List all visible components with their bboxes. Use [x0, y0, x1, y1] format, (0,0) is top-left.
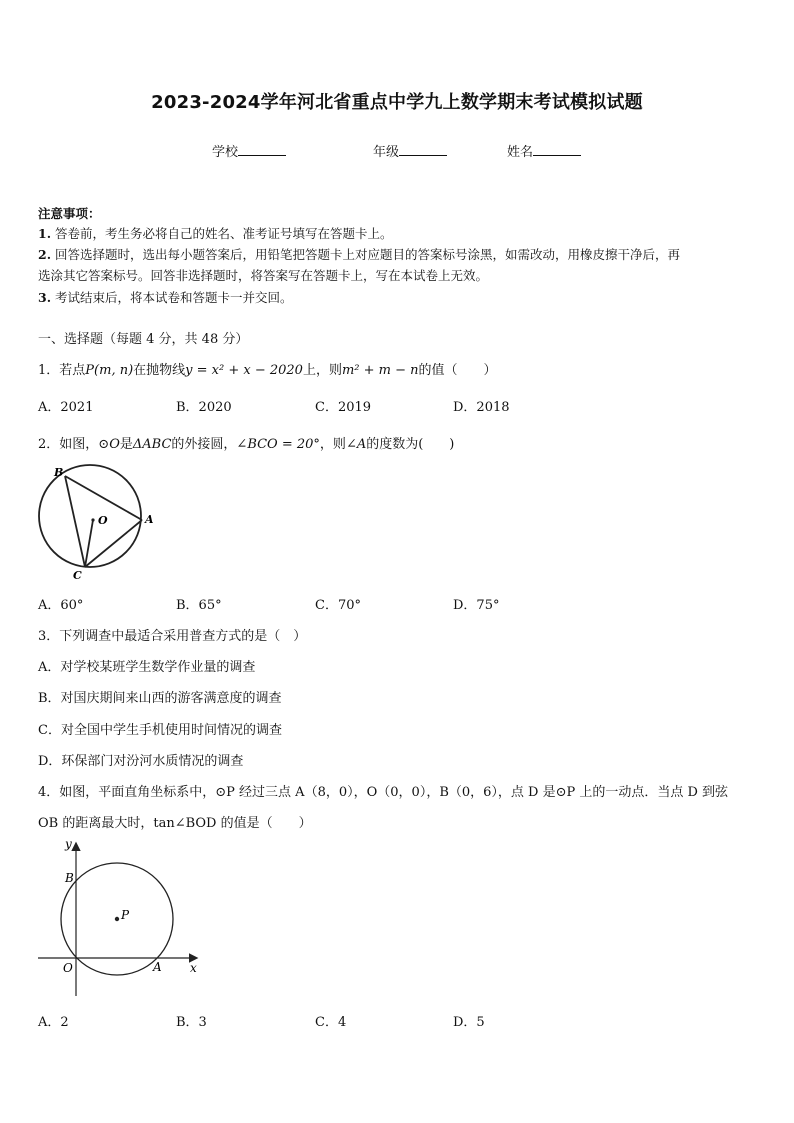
question-1-stem: 1．若点P(m, n)在抛物线y = x² + x − 2020上，则m² + m − n的值（ ） [38, 363, 497, 378]
section-heading: 一、选择题（每题 4 分，共 48 分） [38, 332, 249, 347]
q1-option-a[interactable]: A．2021 [38, 400, 94, 415]
name-label: 姓名 [507, 145, 534, 160]
notice-item: 3. 考试结束后，将本试卷和答题卡一并交回。 [38, 290, 293, 305]
q4-option-c[interactable]: C．4 [315, 1015, 347, 1030]
label-y: y [65, 837, 72, 851]
notice-heading: 注意事项： [38, 206, 101, 221]
name-blank[interactable] [533, 143, 581, 156]
grade-label: 年级 [373, 145, 400, 160]
question-3-stem: 3．下列调查中最适合采用普查方式的是（ ） [38, 629, 307, 644]
circumcircle [39, 465, 141, 567]
q2-option-b[interactable]: B．65° [176, 598, 222, 613]
question-2-stem: 2．如图，⊙O是ΔABC的外接圆，∠BCO = 20°，则∠A的度数为( ) [38, 437, 455, 452]
name-field[interactable] [507, 141, 581, 160]
q3-option-c[interactable]: C．对全国中学生手机使用时间情况的调查 [38, 723, 282, 738]
center-p-dot [115, 917, 119, 921]
q2-option-d[interactable]: D．75° [453, 598, 500, 613]
q1-option-c[interactable]: C．2019 [315, 400, 372, 415]
q4-option-b[interactable]: B．3 [176, 1015, 207, 1030]
question-4-stem-line2: OB 的距离最大时，tan∠BOD 的值是（ ） [38, 816, 312, 831]
page-title: 2023-2024学年河北省重点中学九上数学期末考试模拟试题 [151, 92, 643, 113]
q3-option-d[interactable]: D．环保部门对汾河水质情况的调查 [38, 754, 244, 769]
notice-item: 2. 回答选择题时，选出每小题答案后，用铅笔把答题卡上对应题目的答案标号涂黑，如需改动，用橡皮擦干净后，再 [38, 247, 681, 262]
q1-option-d[interactable]: D．2018 [453, 400, 510, 415]
grade-field[interactable] [373, 141, 447, 160]
q1-option-b[interactable]: B．2020 [176, 400, 232, 415]
q4-option-d[interactable]: D．5 [453, 1015, 485, 1030]
label-x: x [190, 961, 197, 975]
label-b: B [65, 871, 74, 885]
side-bc [65, 476, 85, 567]
radius-co [85, 520, 93, 567]
label-a: A [153, 960, 162, 974]
circle-triangle-figure [30, 460, 170, 585]
grade-blank[interactable] [399, 143, 447, 156]
label-o: O [63, 961, 73, 975]
q4-option-a[interactable]: A．2 [38, 1015, 69, 1030]
label-a: A [145, 513, 154, 526]
coordinate-circle-figure [30, 836, 205, 1001]
label-c: C [73, 569, 82, 582]
center-o-dot [91, 518, 94, 521]
q2-option-c[interactable]: C．70° [315, 598, 361, 613]
notice-item: 1. 答卷前，考生务必将自己的姓名、准考证号填写在答题卡上。 [38, 226, 393, 241]
school-label: 学校 [212, 145, 239, 160]
label-p: P [121, 908, 130, 922]
q3-option-a[interactable]: A．对学校某班学生数学作业量的调查 [38, 660, 256, 675]
notice-item-continued: 选涂其它答案标号。回答非选择题时，将答案写在答题卡上，写在本试卷上无效。 [38, 268, 489, 283]
q2-option-a[interactable]: A．60° [38, 598, 84, 613]
school-blank[interactable] [238, 143, 286, 156]
question-4-stem-line1: 4．如图，平面直角坐标系中，⊙P 经过三点 A（8，0），O（0，0），B（0，6），点 D 是⊙P 上的一动点．当点 D 到弦 [38, 785, 729, 800]
q3-option-b[interactable]: B．对国庆期间来山西的游客满意度的调查 [38, 691, 282, 706]
label-b: B [54, 466, 64, 479]
label-o: O [98, 514, 108, 527]
school-field[interactable] [212, 141, 286, 160]
